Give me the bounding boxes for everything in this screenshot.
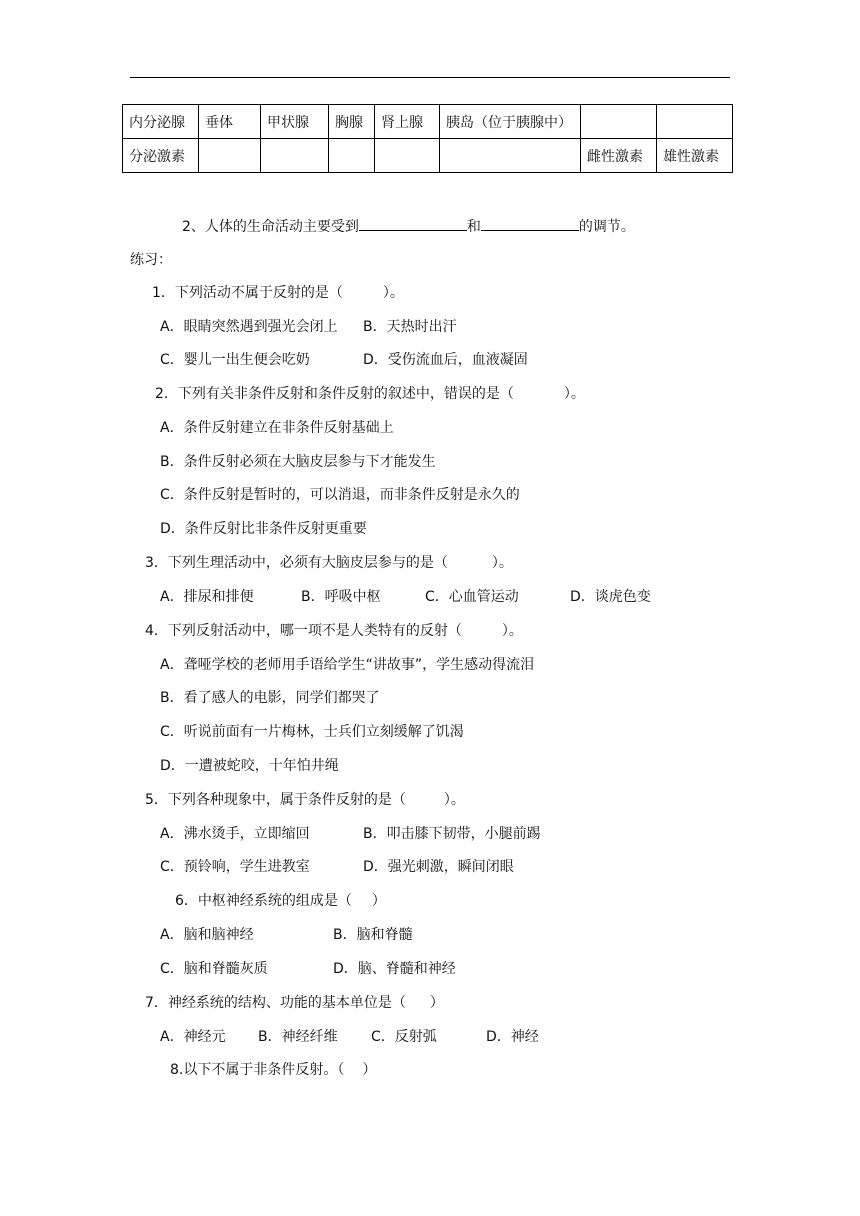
option-item: D．谈虎色变 (570, 589, 651, 605)
table-cell: 胰岛（位于胰腺中） (440, 105, 581, 139)
option-item: A．排尿和排便 (160, 589, 254, 605)
table-cell (199, 139, 261, 173)
option-item: A．眼睛突然遇到强光会闭上 (160, 319, 338, 335)
table-cell: 肾上腺 (375, 105, 440, 139)
option-item: A．神经元 (160, 1029, 226, 1045)
option-item: C．心血管运动 (425, 589, 519, 605)
option-item: B．条件反射必须在大脑皮层参与下才能发生 (160, 454, 436, 470)
table-row (123, 139, 733, 173)
question-stem (170, 1061, 376, 1079)
question-text: 1．下列活动不属于反射的是（ (152, 285, 343, 301)
table-cell: 雄性激素 (657, 139, 733, 173)
option-item: B．天热时出汗 (363, 319, 457, 335)
question-close: ） (429, 995, 444, 1011)
table-row (123, 105, 733, 139)
table-cell (657, 105, 733, 139)
question-close: ）。 (443, 792, 465, 808)
option-item: C．反射弧 (371, 1029, 437, 1045)
table-cell (329, 139, 375, 173)
option-item: D．一遭被蛇咬，十年怕井绳 (160, 758, 339, 774)
question-text: 的调节。 (578, 219, 635, 235)
table-cell: 内分泌腺 (123, 105, 199, 139)
answer-blank[interactable] (481, 216, 579, 231)
option-item: B．叩击膝下韧带，小腿前踢 (363, 826, 541, 842)
option-item: D．受伤流血后，血液凝固 (363, 352, 528, 368)
option-item: D．神经 (486, 1029, 539, 1045)
table-cell: 分泌激素 (123, 139, 199, 173)
question-text: 8.以下不属于非条件反射。（ (170, 1062, 345, 1078)
option-item: A．沸水烫手，立即缩回 (160, 826, 310, 842)
question-close: ） (362, 1062, 377, 1078)
table-cell (261, 139, 329, 173)
option-item: B．脑和脊髓 (333, 927, 413, 943)
option-item: A．脑和脑神经 (160, 927, 254, 943)
question-text: 6．中枢神经系统的组成是（ (175, 893, 352, 909)
table-cell: 甲状腺 (261, 105, 329, 139)
fill-in-question (182, 216, 635, 236)
option-item: C．预铃响，学生进教室 (160, 859, 310, 875)
question-close: ） (371, 893, 386, 909)
question-text: 4．下列反射活动中，哪一项不是人类特有的反射（ (145, 623, 462, 639)
question-text: 5．下列各种现象中，属于条件反射的是（ (145, 792, 406, 808)
table-cell (440, 139, 581, 173)
table-cell (375, 139, 440, 173)
option-item: D．脑、脊髓和神经 (333, 961, 456, 977)
option-item: D．条件反射比非条件反射更重要 (160, 521, 367, 537)
question-stem (145, 554, 513, 572)
option-item: C．婴儿一出生便会吃奶 (160, 352, 310, 368)
question-stem (145, 791, 465, 809)
question-close: ）。 (563, 386, 585, 402)
question-text: 2、人体的生命活动主要受到 (182, 219, 359, 235)
option-item: C．听说前面有一片梅林，士兵们立刻缓解了饥渴 (160, 724, 464, 740)
option-item: C．脑和脊髓灰质 (160, 961, 268, 977)
question-stem (152, 284, 404, 302)
answer-blank[interactable] (359, 216, 467, 231)
practice-heading: 练习： (130, 252, 172, 268)
table-cell (581, 105, 657, 139)
endocrine-table (122, 104, 733, 173)
question-text: 7．神经系统的结构、功能的基本单位是（ (145, 995, 406, 1011)
header-rule (130, 77, 730, 78)
question-text: 2．下列有关非条件反射和条件反射的叙述中，错误的是（ (155, 386, 514, 402)
question-close: ）。 (382, 285, 404, 301)
question-text: 和 (466, 219, 481, 235)
option-item: A．聋哑学校的老师用手语给学生“讲故事”，学生感动得流泪 (160, 657, 535, 673)
question-stem (155, 385, 585, 403)
question-close: ）。 (491, 555, 513, 571)
option-item: C．条件反射是暂时的，可以消退，而非条件反射是永久的 (160, 487, 520, 503)
table-cell: 垂体 (199, 105, 261, 139)
option-item: B．呼吸中枢 (301, 589, 381, 605)
option-item: D．强光刺激，瞬间闭眼 (363, 859, 514, 875)
question-text: 3．下列生理活动中，必须有大脑皮层参与的是（ (145, 555, 448, 571)
question-stem (175, 892, 386, 910)
question-stem (145, 622, 523, 640)
table-cell: 胸腺 (329, 105, 375, 139)
table-cell: 雌性激素 (581, 139, 657, 173)
question-close: ）。 (501, 623, 523, 639)
option-item: B．神经纤维 (258, 1029, 338, 1045)
option-item: B．看了感人的电影，同学们都哭了 (160, 690, 380, 706)
question-stem (145, 994, 444, 1012)
option-item: A．条件反射建立在非条件反射基础上 (160, 420, 394, 436)
